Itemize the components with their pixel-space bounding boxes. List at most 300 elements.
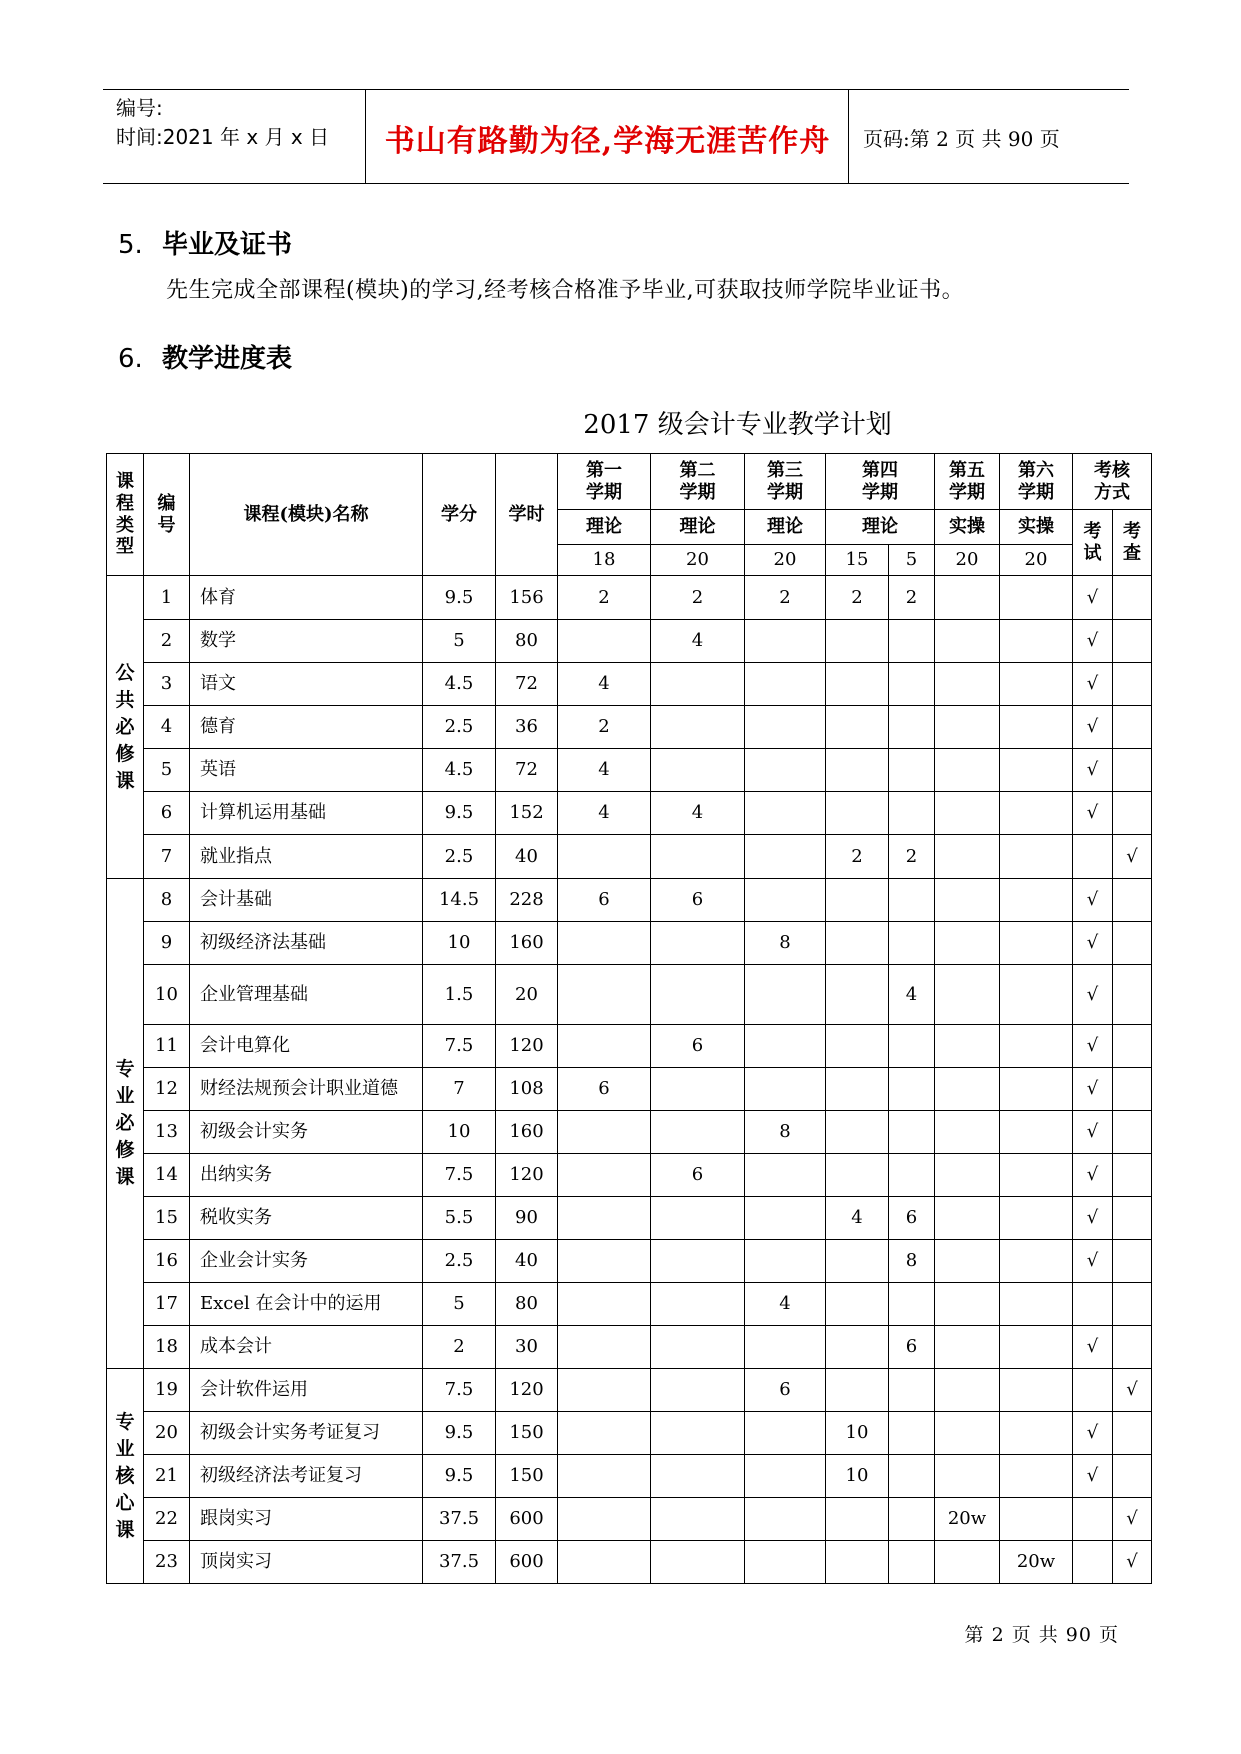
sem6-hours: [1000, 1455, 1073, 1498]
sem2-hours: [651, 1326, 745, 1369]
sem6-hours: [1000, 879, 1073, 922]
course-name: 初级会计实务考证复习: [190, 1412, 423, 1455]
sem1-hours: [558, 620, 651, 663]
sem4b-hours: 8: [889, 1240, 935, 1283]
sem4b-hours: [889, 1455, 935, 1498]
sem2-hours: 2: [651, 576, 745, 620]
course-hours: 228: [496, 879, 558, 922]
course-name: 初级经济法考证复习: [190, 1455, 423, 1498]
teaching-plan-table: [106, 453, 1152, 1584]
section-title: 毕业及证书: [162, 230, 293, 260]
table-row: [107, 706, 1152, 749]
sem2-hours: [651, 1541, 745, 1584]
course-name: 语文: [190, 663, 423, 706]
sem3-hours: 8: [745, 1111, 826, 1154]
sem2-hours: [651, 706, 745, 749]
section-number: 6.: [118, 344, 143, 374]
sem5-hours: [935, 706, 1000, 749]
table-row: [107, 1541, 1152, 1584]
course-hours: 40: [496, 1240, 558, 1283]
table-row: [107, 1412, 1152, 1455]
sem2-hours: [651, 965, 745, 1025]
sem5-hours: [935, 792, 1000, 835]
exam-mark: √: [1073, 1455, 1113, 1498]
sem2-hours: [651, 835, 745, 879]
sem6-hours: [1000, 1498, 1073, 1541]
course-credits: 10: [423, 1111, 496, 1154]
sem3-hours: [745, 1412, 826, 1455]
header-motto: 书山有路勤为径,学海无涯苦作舟: [384, 124, 831, 159]
header-sem6-weeks: 20: [1000, 545, 1073, 576]
header-page-number: 页码:第 2 页 共 90 页: [863, 127, 1060, 151]
exam-mark: √: [1073, 749, 1113, 792]
check-mark: √: [1113, 1498, 1152, 1541]
sem2-hours: 4: [651, 792, 745, 835]
sem1-hours: 2: [558, 706, 651, 749]
course-hours: 600: [496, 1541, 558, 1584]
header-semester-2: 第二学期: [651, 454, 745, 510]
course-credits: 7.5: [423, 1025, 496, 1068]
exam-mark: √: [1073, 1412, 1113, 1455]
course-hours: 20: [496, 965, 558, 1025]
table-row: [107, 576, 1152, 620]
section-number: 5.: [118, 230, 143, 260]
sem4a-hours: [826, 749, 889, 792]
course-number: 6: [144, 792, 190, 835]
sem6-hours: [1000, 1369, 1073, 1412]
course-credits: 5: [423, 620, 496, 663]
course-category: 公共必修课: [107, 576, 144, 879]
table-row: [107, 922, 1152, 965]
sem2-hours: [651, 1197, 745, 1240]
course-category: 专业必修课: [107, 879, 144, 1369]
table-row: [107, 620, 1152, 663]
header-semester-6: 第六学期: [1000, 454, 1073, 510]
course-hours: 150: [496, 1412, 558, 1455]
sem5-hours: [935, 620, 1000, 663]
course-category: 专业核心课: [107, 1369, 144, 1584]
table-row: [107, 1111, 1152, 1154]
sem3-hours: 8: [745, 922, 826, 965]
header-sem2-weeks: 20: [651, 545, 745, 576]
course-number: 2: [144, 620, 190, 663]
course-name: 成本会计: [190, 1326, 423, 1369]
sem4a-hours: [826, 620, 889, 663]
sem6-hours: [1000, 1283, 1073, 1326]
sem4b-hours: [889, 1154, 935, 1197]
table-row: [107, 1068, 1152, 1111]
section-paragraph: 先生完成全部课程(模块)的学习,经考核合格准予毕业,可获取技师学院毕业证书。: [166, 278, 965, 303]
table-row: [107, 835, 1152, 879]
sem4b-hours: [889, 879, 935, 922]
sem6-hours: [1000, 576, 1073, 620]
course-credits: 1.5: [423, 965, 496, 1025]
sem1-hours: [558, 835, 651, 879]
course-number: 13: [144, 1111, 190, 1154]
course-hours: 80: [496, 1283, 558, 1326]
table-row: [107, 1283, 1152, 1326]
sem5-hours: [935, 1455, 1000, 1498]
course-credits: 7.5: [423, 1154, 496, 1197]
sem6-hours: [1000, 1025, 1073, 1068]
check-mark: [1113, 663, 1152, 706]
section-heading: [118, 338, 292, 375]
check-mark: [1113, 879, 1152, 922]
check-mark: [1113, 576, 1152, 620]
course-hours: 36: [496, 706, 558, 749]
sem2-hours: 6: [651, 1025, 745, 1068]
sem4a-hours: [826, 1068, 889, 1111]
exam-mark: √: [1073, 620, 1113, 663]
exam-mark: √: [1073, 922, 1113, 965]
table-row: [107, 1025, 1152, 1068]
course-credits: 9.5: [423, 1455, 496, 1498]
sem3-hours: [745, 1240, 826, 1283]
date-text: 时间:2021 年 x 月 x 日: [116, 125, 330, 149]
table-row: [107, 1369, 1152, 1412]
sem1-hours: [558, 965, 651, 1025]
sem5-hours: [935, 879, 1000, 922]
course-number: 5: [144, 749, 190, 792]
sem2-hours: [651, 1240, 745, 1283]
sem5-hours: [935, 922, 1000, 965]
course-name: 英语: [190, 749, 423, 792]
sem4b-hours: 4: [889, 965, 935, 1025]
course-hours: 40: [496, 835, 558, 879]
sem6-hours: [1000, 1240, 1073, 1283]
sem3-hours: [745, 749, 826, 792]
sem4a-hours: [826, 1025, 889, 1068]
check-mark: [1113, 1326, 1152, 1369]
sem6-hours: [1000, 1197, 1073, 1240]
course-number: 7: [144, 835, 190, 879]
course-hours: 120: [496, 1369, 558, 1412]
course-name: 跟岗实习: [190, 1498, 423, 1541]
course-hours: 120: [496, 1154, 558, 1197]
sem1-hours: [558, 1154, 651, 1197]
sem5-hours: [935, 1326, 1000, 1369]
course-credits: 9.5: [423, 1412, 496, 1455]
sem4a-hours: 10: [826, 1412, 889, 1455]
course-credits: 14.5: [423, 879, 496, 922]
check-mark: [1113, 1455, 1152, 1498]
sem5-hours: [935, 663, 1000, 706]
sem6-hours: [1000, 922, 1073, 965]
sem3-hours: [745, 620, 826, 663]
course-credits: 7: [423, 1068, 496, 1111]
sem1-hours: [558, 1498, 651, 1541]
page-footer: 第 2 页 共 90 页: [964, 1624, 1119, 1646]
sem3-hours: 4: [745, 1283, 826, 1326]
sem4a-hours: 10: [826, 1455, 889, 1498]
check-mark: √: [1113, 1369, 1152, 1412]
sem2-hours: [651, 1111, 745, 1154]
exam-mark: √: [1073, 663, 1113, 706]
course-name: 会计电算化: [190, 1025, 423, 1068]
header-exam: 考试: [1073, 510, 1113, 576]
sem4b-hours: [889, 620, 935, 663]
course-number: 22: [144, 1498, 190, 1541]
sem5-hours: [935, 1068, 1000, 1111]
course-number: 16: [144, 1240, 190, 1283]
sem4b-hours: [889, 1283, 935, 1326]
header-sem5-weeks: 20: [935, 545, 1000, 576]
course-name: 企业管理基础: [190, 965, 423, 1025]
sem4a-hours: [826, 965, 889, 1025]
course-hours: 72: [496, 663, 558, 706]
course-name: 顶岗实习: [190, 1541, 423, 1584]
header-course-name: 课程(模块)名称: [190, 454, 423, 576]
course-hours: 72: [496, 749, 558, 792]
course-credits: 4.5: [423, 749, 496, 792]
course-credits: 2.5: [423, 706, 496, 749]
header-hours: 学时: [496, 454, 558, 576]
header-sem1-type: 理论: [558, 510, 651, 545]
sem4b-hours: [889, 1498, 935, 1541]
course-name: 会计软件运用: [190, 1369, 423, 1412]
sem3-hours: [745, 835, 826, 879]
sem2-hours: [651, 1412, 745, 1455]
exam-mark: √: [1073, 1111, 1113, 1154]
sem1-hours: [558, 1326, 651, 1369]
sem5-hours: [935, 1541, 1000, 1584]
check-mark: [1113, 620, 1152, 663]
header-sem6-type: 实操: [1000, 510, 1073, 545]
course-credits: 2.5: [423, 835, 496, 879]
sem4b-hours: [889, 1369, 935, 1412]
header-sem4a-weeks: 15: [826, 545, 889, 576]
sem3-hours: [745, 879, 826, 922]
course-number: 3: [144, 663, 190, 706]
header-number: 编号: [144, 454, 190, 576]
sem4a-hours: [826, 1326, 889, 1369]
sem3-hours: 6: [745, 1369, 826, 1412]
exam-mark: √: [1073, 879, 1113, 922]
course-name: Excel 在会计中的运用: [190, 1283, 423, 1326]
sem4b-hours: [889, 792, 935, 835]
sem5-hours: [935, 1240, 1000, 1283]
table-row: [107, 792, 1152, 835]
header-divider: [365, 90, 366, 183]
sem4a-hours: [826, 792, 889, 835]
sem3-hours: [745, 1068, 826, 1111]
header-credits: 学分: [423, 454, 496, 576]
table-row: [107, 1326, 1152, 1369]
sem4b-hours: 2: [889, 835, 935, 879]
course-number: 9: [144, 922, 190, 965]
exam-mark: [1073, 1541, 1113, 1584]
sem4a-hours: [826, 879, 889, 922]
table-row: [107, 749, 1152, 792]
course-credits: 2.5: [423, 1240, 496, 1283]
course-number: 4: [144, 706, 190, 749]
sem2-hours: [651, 1068, 745, 1111]
sem4a-hours: 2: [826, 835, 889, 879]
sem4a-hours: 4: [826, 1197, 889, 1240]
check-mark: [1113, 1025, 1152, 1068]
check-mark: [1113, 922, 1152, 965]
header-meta: [116, 94, 361, 152]
header-sem3-type: 理论: [745, 510, 826, 545]
check-mark: [1113, 1412, 1152, 1455]
sem4b-hours: [889, 922, 935, 965]
sem6-hours: [1000, 1111, 1073, 1154]
sem5-hours: [935, 1412, 1000, 1455]
sem5-hours: [935, 1154, 1000, 1197]
course-number: 17: [144, 1283, 190, 1326]
check-mark: √: [1113, 1541, 1152, 1584]
course-name: 体育: [190, 576, 423, 620]
header-check: 考查: [1113, 510, 1152, 576]
header-semester-5: 第五学期: [935, 454, 1000, 510]
sem5-hours: [935, 749, 1000, 792]
sem6-hours: [1000, 1326, 1073, 1369]
sem1-hours: 2: [558, 576, 651, 620]
table-row: [107, 1154, 1152, 1197]
table-row: [107, 879, 1152, 922]
exam-mark: [1073, 1369, 1113, 1412]
course-credits: 2: [423, 1326, 496, 1369]
course-name: 财经法规预会计职业道德: [190, 1068, 423, 1111]
sem4b-hours: [889, 1541, 935, 1584]
sem4a-hours: [826, 1541, 889, 1584]
sem3-hours: [745, 1197, 826, 1240]
exam-mark: [1073, 1283, 1113, 1326]
sem3-hours: [745, 965, 826, 1025]
header-sem1-weeks: 18: [558, 545, 651, 576]
sem1-hours: 4: [558, 749, 651, 792]
sem2-hours: [651, 1498, 745, 1541]
exam-mark: [1073, 835, 1113, 879]
sem2-hours: [651, 1283, 745, 1326]
check-mark: [1113, 1111, 1152, 1154]
table-row: [107, 1498, 1152, 1541]
header-semester-3: 第三学期: [745, 454, 826, 510]
exam-mark: √: [1073, 792, 1113, 835]
sem1-hours: [558, 1541, 651, 1584]
table-row: [107, 1197, 1152, 1240]
sem4b-hours: 6: [889, 1197, 935, 1240]
course-hours: 156: [496, 576, 558, 620]
course-credits: 9.5: [423, 792, 496, 835]
header-sem2-type: 理论: [651, 510, 745, 545]
sem1-hours: [558, 1412, 651, 1455]
table-row: [107, 663, 1152, 706]
course-name: 税收实务: [190, 1197, 423, 1240]
course-name: 会计基础: [190, 879, 423, 922]
course-credits: 37.5: [423, 1541, 496, 1584]
course-number: 12: [144, 1068, 190, 1111]
sem2-hours: [651, 1369, 745, 1412]
sem4b-hours: [889, 706, 935, 749]
course-hours: 90: [496, 1197, 558, 1240]
course-number: 1: [144, 576, 190, 620]
exam-mark: √: [1073, 576, 1113, 620]
sem4a-hours: [826, 706, 889, 749]
course-number: 23: [144, 1541, 190, 1584]
sem4a-hours: [826, 1369, 889, 1412]
sem2-hours: 4: [651, 620, 745, 663]
course-name: 德育: [190, 706, 423, 749]
course-hours: 108: [496, 1068, 558, 1111]
sem2-hours: 6: [651, 879, 745, 922]
sem4b-hours: [889, 1412, 935, 1455]
sem6-hours: [1000, 620, 1073, 663]
course-number: 19: [144, 1369, 190, 1412]
course-number: 18: [144, 1326, 190, 1369]
course-credits: 5: [423, 1283, 496, 1326]
sem3-hours: [745, 1025, 826, 1068]
header-semester-4: 第四学期: [826, 454, 935, 510]
header-sem4-type: 理论: [826, 510, 935, 545]
sem6-hours: [1000, 965, 1073, 1025]
course-number: 10: [144, 965, 190, 1025]
sem3-hours: 2: [745, 576, 826, 620]
sem6-hours: [1000, 1154, 1073, 1197]
check-mark: √: [1113, 835, 1152, 879]
sem5-hours: 20w: [935, 1498, 1000, 1541]
sem4b-hours: 6: [889, 1326, 935, 1369]
check-mark: [1113, 1068, 1152, 1111]
sem6-hours: [1000, 1412, 1073, 1455]
table-row: [107, 965, 1152, 1025]
sem2-hours: [651, 663, 745, 706]
course-name: 初级会计实务: [190, 1111, 423, 1154]
sem2-hours: [651, 1455, 745, 1498]
sem5-hours: [935, 1283, 1000, 1326]
sem1-hours: 4: [558, 663, 651, 706]
section-heading: [118, 224, 292, 261]
sem4b-hours: [889, 1025, 935, 1068]
exam-mark: √: [1073, 706, 1113, 749]
sem3-hours: [745, 792, 826, 835]
course-name: 计算机运用基础: [190, 792, 423, 835]
sem4a-hours: [826, 1154, 889, 1197]
serial-label: 编号:: [116, 96, 163, 120]
course-name: 企业会计实务: [190, 1240, 423, 1283]
course-credits: 10: [423, 922, 496, 965]
course-credits: 5.5: [423, 1197, 496, 1240]
table-title: 2017 级会计专业教学计划: [583, 410, 892, 440]
sem6-hours: [1000, 706, 1073, 749]
sem4a-hours: [826, 1498, 889, 1541]
sem4a-hours: [826, 922, 889, 965]
header-assessment: 考核方式: [1073, 454, 1152, 510]
exam-mark: √: [1073, 1068, 1113, 1111]
header-sem4b-weeks: 5: [889, 545, 935, 576]
header-sem3-weeks: 20: [745, 545, 826, 576]
course-credits: 37.5: [423, 1498, 496, 1541]
sem4a-hours: [826, 663, 889, 706]
check-mark: [1113, 1197, 1152, 1240]
sem6-hours: [1000, 1068, 1073, 1111]
page-header: [103, 89, 1129, 184]
check-mark: [1113, 792, 1152, 835]
table-row: [107, 1240, 1152, 1283]
sem1-hours: [558, 1240, 651, 1283]
sem4a-hours: [826, 1240, 889, 1283]
sem5-hours: [935, 1197, 1000, 1240]
sem4b-hours: [889, 749, 935, 792]
course-hours: 160: [496, 1111, 558, 1154]
sem5-hours: [935, 1369, 1000, 1412]
sem6-hours: [1000, 749, 1073, 792]
sem5-hours: [935, 1111, 1000, 1154]
exam-mark: [1073, 1498, 1113, 1541]
exam-mark: √: [1073, 1025, 1113, 1068]
sem1-hours: 6: [558, 1068, 651, 1111]
exam-mark: √: [1073, 965, 1113, 1025]
